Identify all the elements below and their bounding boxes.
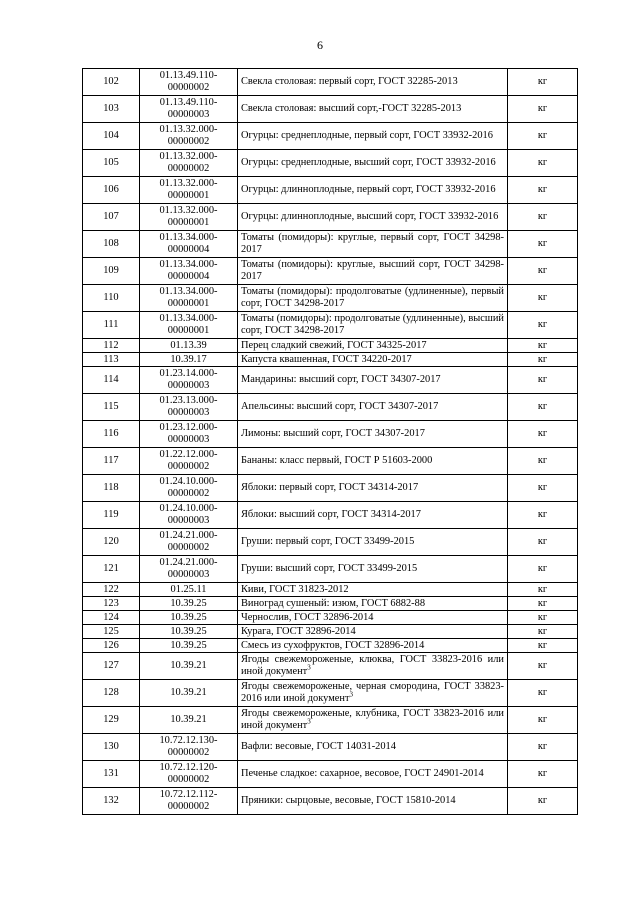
product-name-cell xyxy=(238,734,508,761)
table-row xyxy=(83,353,578,367)
product-name-text: Ягоды свежемороженые, клюква, ГОСТ 33823-2016 или иной документ xyxy=(241,654,504,677)
row-number-cell xyxy=(83,707,140,734)
code-cell xyxy=(140,734,238,761)
code-text: 10.39.21 xyxy=(170,687,207,698)
row-number-cell xyxy=(83,394,140,421)
unit-text: кг xyxy=(537,157,548,168)
product-name-text: Свекла столовая: первый сорт, ГОСТ 32285-2013 xyxy=(241,76,458,87)
unit-text: кг xyxy=(537,795,548,806)
product-name-cell xyxy=(238,96,508,123)
code-text: 10.39.17 xyxy=(170,353,207,365)
unit-text: кг xyxy=(537,509,548,520)
unit-text: кг xyxy=(537,741,548,752)
unit-cell xyxy=(508,502,578,529)
row-number-text: 111 xyxy=(103,319,119,330)
row-number-text: 130 xyxy=(103,741,119,752)
product-name-cell xyxy=(238,339,508,353)
product-name-text: Лимоны: высший сорт, ГОСТ 34307-2017 xyxy=(241,428,425,439)
table-row xyxy=(83,204,578,231)
product-table xyxy=(82,68,578,815)
unit-text: кг xyxy=(537,482,548,493)
unit-text: кг xyxy=(537,428,548,439)
row-number-cell xyxy=(83,761,140,788)
code-cell xyxy=(140,475,238,502)
product-name-cell xyxy=(238,639,508,653)
row-number-text: 112 xyxy=(103,339,119,351)
product-name-cell xyxy=(238,788,508,815)
unit-cell xyxy=(508,123,578,150)
code-cell xyxy=(140,788,238,815)
footnote-marker: 3 xyxy=(307,717,311,726)
code-text: 01.24.10.000-00000002 xyxy=(159,476,218,499)
table-row xyxy=(83,611,578,625)
table-row xyxy=(83,285,578,312)
product-name-cell xyxy=(238,285,508,312)
product-name-cell xyxy=(238,312,508,339)
product-name-text: Апельсины: высший сорт, ГОСТ 34307-2017 xyxy=(241,401,439,412)
code-cell xyxy=(140,339,238,353)
code-text: 10.72.12.120-00000002 xyxy=(159,762,218,785)
code-cell xyxy=(140,353,238,367)
product-name-cell xyxy=(238,611,508,625)
code-text: 01.13.32.000-00000002 xyxy=(159,151,218,174)
row-number-text: 115 xyxy=(103,401,119,412)
row-number-text: 107 xyxy=(103,211,119,222)
code-text: 10.39.21 xyxy=(170,660,207,671)
code-cell xyxy=(140,150,238,177)
product-name-text: Пряники: сырцовые, весовые, ГОСТ 15810-2014 xyxy=(241,795,456,806)
product-name-text: Груши: высший сорт, ГОСТ 33499-2015 xyxy=(241,563,418,574)
table-row xyxy=(83,556,578,583)
unit-text: кг xyxy=(537,238,548,249)
unit-cell xyxy=(508,597,578,611)
unit-text: кг xyxy=(537,401,548,412)
row-number-text: 122 xyxy=(103,583,119,595)
product-name-cell xyxy=(238,204,508,231)
unit-cell xyxy=(508,448,578,475)
table-row xyxy=(83,734,578,761)
code-text: 10.39.21 xyxy=(170,714,207,725)
row-number-cell xyxy=(83,734,140,761)
row-number-text: 120 xyxy=(103,536,119,547)
row-number-cell xyxy=(83,653,140,680)
row-number-cell xyxy=(83,502,140,529)
code-cell xyxy=(140,639,238,653)
product-name-text: Огурцы: среднеплодные, первый сорт, ГОСТ 33932-2016 xyxy=(241,130,493,141)
table-row xyxy=(83,653,578,680)
unit-text: кг xyxy=(537,714,548,725)
unit-cell xyxy=(508,353,578,367)
row-number-cell xyxy=(83,204,140,231)
code-text: 01.13.34.000-00000004 xyxy=(159,259,218,282)
code-text: 10.72.12.112-00000002 xyxy=(159,789,218,812)
product-name-cell xyxy=(238,421,508,448)
code-text: 01.23.13.000-00000003 xyxy=(159,395,218,418)
row-number-cell xyxy=(83,150,140,177)
footnote-marker: 3 xyxy=(307,663,311,672)
unit-text: кг xyxy=(537,353,548,365)
code-cell xyxy=(140,529,238,556)
code-text: 10.39.25 xyxy=(170,611,207,623)
product-name-text: Томаты (помидоры): круглые, высший сорт, ГОСТ 34298-2017 xyxy=(241,259,504,282)
unit-text: кг xyxy=(537,339,548,351)
code-cell xyxy=(140,761,238,788)
product-name-cell xyxy=(238,529,508,556)
code-text: 10.72.12.130-00000002 xyxy=(159,735,218,758)
row-number-text: 114 xyxy=(103,374,119,385)
unit-text: кг xyxy=(537,597,548,609)
row-number-text: 129 xyxy=(103,714,119,725)
row-number-text: 105 xyxy=(103,157,119,168)
row-number-text: 117 xyxy=(103,455,119,466)
table-row xyxy=(83,339,578,353)
row-number-text: 121 xyxy=(103,563,119,574)
code-text: 10.39.25 xyxy=(170,639,207,651)
product-name-text: Чернослив, ГОСТ 32896-2014 xyxy=(241,611,374,623)
product-name-cell xyxy=(238,707,508,734)
unit-cell xyxy=(508,204,578,231)
product-name-text: Томаты (помидоры): круглые, первый сорт, ГОСТ 34298-2017 xyxy=(241,232,504,255)
code-cell xyxy=(140,285,238,312)
product-name-cell xyxy=(238,353,508,367)
product-name-cell xyxy=(238,394,508,421)
unit-text: кг xyxy=(537,211,548,222)
code-cell xyxy=(140,421,238,448)
code-cell xyxy=(140,123,238,150)
row-number-cell xyxy=(83,421,140,448)
unit-text: кг xyxy=(537,768,548,779)
unit-cell xyxy=(508,285,578,312)
row-number-text: 109 xyxy=(103,265,119,276)
row-number-text: 125 xyxy=(103,625,119,637)
product-name-cell xyxy=(238,556,508,583)
product-name-text: Перец сладкий свежий, ГОСТ 34325-2017 xyxy=(241,339,427,351)
unit-cell xyxy=(508,394,578,421)
unit-cell xyxy=(508,680,578,707)
row-number-cell xyxy=(83,123,140,150)
table-row xyxy=(83,258,578,285)
row-number-cell xyxy=(83,177,140,204)
unit-cell xyxy=(508,653,578,680)
product-name-text: Томаты (помидоры): продолговатые (удлиненные), высший сорт, ГОСТ 34298-2017 xyxy=(241,313,504,336)
code-text: 10.39.25 xyxy=(170,597,207,609)
product-name-cell xyxy=(238,231,508,258)
unit-cell xyxy=(508,69,578,96)
row-number-cell xyxy=(83,680,140,707)
code-cell xyxy=(140,177,238,204)
table-row xyxy=(83,680,578,707)
row-number-cell xyxy=(83,231,140,258)
code-text: 01.13.34.000-00000004 xyxy=(159,232,218,255)
table-row xyxy=(83,707,578,734)
row-number-text: 104 xyxy=(103,130,119,141)
code-text: 01.23.12.000-00000003 xyxy=(159,422,218,445)
table-row xyxy=(83,123,578,150)
unit-cell xyxy=(508,150,578,177)
product-name-cell xyxy=(238,448,508,475)
product-name-text: Груши: первый сорт, ГОСТ 33499-2015 xyxy=(241,536,415,547)
code-text: 01.24.21.000-00000003 xyxy=(159,557,218,580)
product-name-cell xyxy=(238,625,508,639)
row-number-cell xyxy=(83,475,140,502)
code-cell xyxy=(140,231,238,258)
row-number-text: 108 xyxy=(103,238,119,249)
product-name-cell xyxy=(238,475,508,502)
row-number-text: 119 xyxy=(103,509,119,520)
product-name-text: Ягоды свежемороженые, черная смородина, ГОСТ 33823-2016 или иной документ xyxy=(241,681,504,704)
unit-cell xyxy=(508,475,578,502)
product-name-text: Капуста квашенная, ГОСТ 34220-2017 xyxy=(241,353,412,365)
product-name-text: Ягоды свежемороженые, клубника, ГОСТ 33823-2016 или иной документ xyxy=(241,708,504,731)
code-cell xyxy=(140,394,238,421)
code-cell xyxy=(140,597,238,611)
table-row xyxy=(83,312,578,339)
product-name-text: Яблоки: первый сорт, ГОСТ 34314-2017 xyxy=(241,482,419,493)
table-row xyxy=(83,448,578,475)
table-row xyxy=(83,421,578,448)
code-cell xyxy=(140,69,238,96)
product-name-text: Огурцы: среднеплодные, высший сорт, ГОСТ 33932-2016 xyxy=(241,157,496,168)
row-number-text: 124 xyxy=(103,611,119,623)
unit-cell xyxy=(508,556,578,583)
row-number-cell xyxy=(83,312,140,339)
unit-text: кг xyxy=(537,563,548,574)
product-name-cell xyxy=(238,367,508,394)
unit-text: кг xyxy=(537,265,548,276)
product-name-cell xyxy=(238,177,508,204)
code-cell xyxy=(140,367,238,394)
row-number-text: 126 xyxy=(103,639,119,651)
unit-cell xyxy=(508,339,578,353)
code-cell xyxy=(140,96,238,123)
unit-cell xyxy=(508,258,578,285)
table-row xyxy=(83,231,578,258)
row-number-text: 131 xyxy=(103,768,119,779)
code-cell xyxy=(140,653,238,680)
unit-cell xyxy=(508,367,578,394)
product-name-cell xyxy=(238,761,508,788)
product-name-text: Огурцы: длинноплодные, первый сорт, ГОСТ 33932-2016 xyxy=(241,184,496,195)
code-text: 01.24.10.000-00000003 xyxy=(159,503,218,526)
row-number-cell xyxy=(83,258,140,285)
code-text: 01.13.39 xyxy=(170,339,207,351)
code-cell xyxy=(140,707,238,734)
product-name-text: Вафли: весовые, ГОСТ 14031-2014 xyxy=(241,741,396,752)
product-name-text: Печенье сладкое: сахарное, весовое, ГОСТ 24901-2014 xyxy=(241,768,484,779)
row-number-cell xyxy=(83,96,140,123)
unit-cell xyxy=(508,625,578,639)
unit-cell xyxy=(508,231,578,258)
product-name-text: Виноград сушеный: изюм, ГОСТ 6882-88 xyxy=(241,597,426,609)
unit-cell xyxy=(508,177,578,204)
code-text: 01.13.49.110-00000003 xyxy=(159,97,218,120)
unit-text: кг xyxy=(537,687,548,698)
row-number-text: 103 xyxy=(103,103,119,114)
product-name-text: Свекла столовая: высший сорт,-ГОСТ 32285-2013 xyxy=(241,103,462,114)
product-name-text: Курага, ГОСТ 32896-2014 xyxy=(241,625,356,637)
product-name-cell xyxy=(238,597,508,611)
product-name-text: Смесь из сухофруктов, ГОСТ 32896-2014 xyxy=(241,639,425,651)
unit-cell xyxy=(508,707,578,734)
unit-cell xyxy=(508,583,578,597)
unit-cell xyxy=(508,529,578,556)
code-cell xyxy=(140,448,238,475)
product-name-cell xyxy=(238,653,508,680)
product-table-body xyxy=(83,69,578,815)
unit-text: кг xyxy=(537,583,548,595)
product-name-text: Бананы: класс первый, ГОСТ Р 51603-2000 xyxy=(241,455,433,466)
table-row xyxy=(83,150,578,177)
row-number-text: 102 xyxy=(103,76,119,87)
product-name-text: Огурцы: длинноплодные, высший сорт, ГОСТ 33932-2016 xyxy=(241,211,499,222)
code-text: 01.13.32.000-00000001 xyxy=(159,178,218,201)
unit-text: кг xyxy=(537,625,548,637)
unit-text: кг xyxy=(537,319,548,330)
row-number-cell xyxy=(83,611,140,625)
code-cell xyxy=(140,611,238,625)
unit-text: кг xyxy=(537,639,548,651)
table-row xyxy=(83,597,578,611)
product-name-cell xyxy=(238,680,508,707)
row-number-text: 132 xyxy=(103,795,119,806)
code-text: 01.25.11 xyxy=(170,583,207,595)
row-number-text: 127 xyxy=(103,660,119,671)
product-name-text: Киви, ГОСТ 31823-2012 xyxy=(241,583,349,595)
row-number-cell xyxy=(83,597,140,611)
code-text: 01.13.49.110-00000002 xyxy=(159,70,218,93)
unit-cell xyxy=(508,312,578,339)
code-cell xyxy=(140,556,238,583)
table-row xyxy=(83,639,578,653)
code-text: 01.13.32.000-00000002 xyxy=(159,124,218,147)
product-name-cell xyxy=(238,502,508,529)
table-row xyxy=(83,761,578,788)
code-text: 01.24.21.000-00000002 xyxy=(159,530,218,553)
code-text: 01.13.34.000-00000001 xyxy=(159,313,218,336)
table-row xyxy=(83,502,578,529)
unit-text: кг xyxy=(537,103,548,114)
table-row xyxy=(83,367,578,394)
table-row xyxy=(83,788,578,815)
row-number-cell xyxy=(83,353,140,367)
unit-cell xyxy=(508,96,578,123)
unit-cell xyxy=(508,611,578,625)
unit-cell xyxy=(508,734,578,761)
unit-cell xyxy=(508,788,578,815)
code-text: 01.13.34.000-00000001 xyxy=(159,286,218,309)
row-number-text: 128 xyxy=(103,687,119,698)
row-number-text: 118 xyxy=(103,482,119,493)
unit-cell xyxy=(508,639,578,653)
table-row xyxy=(83,583,578,597)
code-text: 01.23.14.000-00000003 xyxy=(159,368,218,391)
row-number-cell xyxy=(83,339,140,353)
row-number-cell xyxy=(83,625,140,639)
code-cell xyxy=(140,258,238,285)
code-cell xyxy=(140,680,238,707)
code-text: 01.22.12.000-00000002 xyxy=(159,449,218,472)
unit-text: кг xyxy=(537,611,548,623)
code-cell xyxy=(140,204,238,231)
unit-text: кг xyxy=(537,184,548,195)
row-number-cell xyxy=(83,583,140,597)
row-number-text: 116 xyxy=(103,428,119,439)
unit-text: кг xyxy=(537,374,548,385)
row-number-text: 106 xyxy=(103,184,119,195)
code-cell xyxy=(140,625,238,639)
product-name-cell xyxy=(238,123,508,150)
row-number-text: 123 xyxy=(103,597,119,609)
row-number-cell xyxy=(83,529,140,556)
row-number-cell xyxy=(83,639,140,653)
code-text: 10.39.25 xyxy=(170,625,207,637)
code-text: 01.13.32.000-00000001 xyxy=(159,205,218,228)
table-row xyxy=(83,529,578,556)
table-row xyxy=(83,69,578,96)
unit-text: кг xyxy=(537,292,548,303)
row-number-cell xyxy=(83,367,140,394)
code-cell xyxy=(140,502,238,529)
unit-text: кг xyxy=(537,536,548,547)
table-row xyxy=(83,394,578,421)
table-row xyxy=(83,625,578,639)
row-number-text: 110 xyxy=(103,292,119,303)
page-number: 6 xyxy=(317,38,323,52)
product-name-text: Мандарины: высший сорт, ГОСТ 34307-2017 xyxy=(241,374,441,385)
footnote-marker: 3 xyxy=(349,690,353,699)
row-number-cell xyxy=(83,285,140,312)
unit-text: кг xyxy=(537,660,548,671)
product-name-cell xyxy=(238,583,508,597)
row-number-text: 113 xyxy=(103,353,119,365)
unit-text: кг xyxy=(537,76,548,87)
product-name-cell xyxy=(238,69,508,96)
table-row xyxy=(83,96,578,123)
table-row xyxy=(83,475,578,502)
table-row xyxy=(83,177,578,204)
unit-cell xyxy=(508,761,578,788)
product-name-text: Томаты (помидоры): продолговатые (удлиненные), первый сорт, ГОСТ 34298-2017 xyxy=(241,286,504,309)
code-cell xyxy=(140,583,238,597)
row-number-cell xyxy=(83,448,140,475)
code-cell xyxy=(140,312,238,339)
unit-text: кг xyxy=(537,130,548,141)
row-number-cell xyxy=(83,788,140,815)
row-number-cell xyxy=(83,556,140,583)
product-name-cell xyxy=(238,258,508,285)
product-name-cell xyxy=(238,150,508,177)
unit-text: кг xyxy=(537,455,548,466)
product-name-text: Яблоки: высший сорт, ГОСТ 34314-2017 xyxy=(241,509,421,520)
row-number-cell xyxy=(83,69,140,96)
unit-cell xyxy=(508,421,578,448)
